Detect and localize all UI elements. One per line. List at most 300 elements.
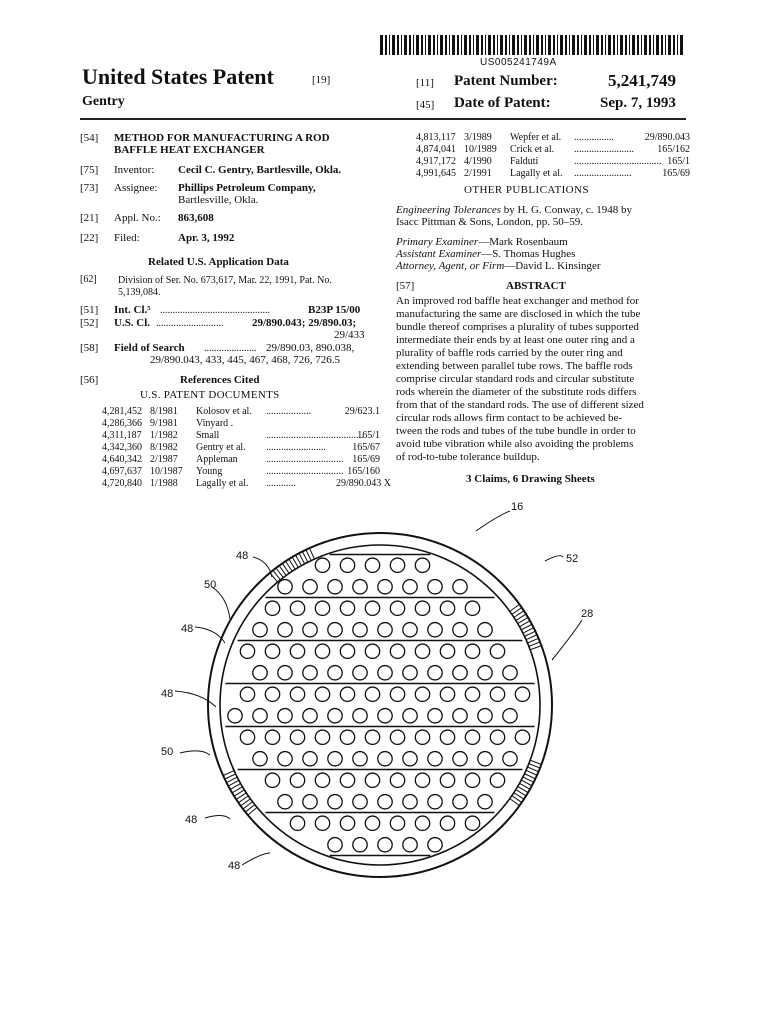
reference-dots: ............: [266, 478, 296, 489]
barcode-bar: [560, 35, 563, 55]
tube: [328, 795, 342, 809]
abstract-line: plurality of baffle rods carried by the outer ring and: [396, 347, 623, 359]
field-of-search-value-2: 29/890.043, 433, 445, 467, 468, 726, 726.5: [150, 354, 341, 366]
tube: [340, 687, 354, 701]
barcode-bar: [425, 35, 426, 55]
barcode-bar: [536, 35, 539, 55]
other-pub-title: Engineering Tolerances: [396, 204, 501, 216]
other-pubs-title: OTHER PUBLICATIONS: [464, 184, 589, 196]
tube: [403, 623, 417, 637]
reference-class: 29/623.1: [344, 406, 380, 417]
abstract-line: bundle thereof comprises a plurality of tubes supported: [396, 321, 639, 333]
tube: [378, 580, 392, 594]
reference-number: 4,697,637: [102, 466, 142, 477]
barcode-bar: [665, 35, 666, 55]
tube: [303, 752, 317, 766]
tube: [328, 666, 342, 680]
tube: [240, 644, 254, 658]
reference-row: [102, 418, 392, 430]
tube: [253, 623, 267, 637]
reference-number: 4,917,172: [416, 156, 456, 167]
tube: [365, 644, 379, 658]
tube: [315, 601, 329, 615]
tube: [465, 773, 479, 787]
patent-date: Sep. 7, 1993: [600, 95, 676, 111]
tube: [378, 795, 392, 809]
division-line-2: 5,139,084.: [118, 287, 161, 298]
tube: [340, 773, 354, 787]
barcode-bar: [545, 35, 546, 55]
barcode-bar: [644, 35, 647, 55]
barcode-bar: [608, 35, 611, 55]
patent-title-code: [19]: [312, 74, 331, 86]
reference-date: 10/1987: [150, 466, 183, 477]
barcode-bar: [392, 35, 395, 55]
f22-code: [22]: [80, 232, 99, 244]
f73-code: [73]: [80, 182, 99, 194]
tube: [278, 752, 292, 766]
barcode-bar: [473, 35, 474, 55]
tube: [403, 580, 417, 594]
attorney: [396, 260, 601, 273]
reference-row: [102, 478, 392, 490]
reference-class: 29/890.043: [644, 132, 690, 143]
tube: [428, 795, 442, 809]
barcode-bar: [593, 35, 594, 55]
tube: [253, 709, 267, 723]
date-code: [45]: [416, 99, 435, 111]
barcode-bar: [385, 35, 387, 55]
tube: [378, 709, 392, 723]
barcode-bar: [668, 35, 671, 55]
tube: [378, 838, 392, 852]
tube: [303, 623, 317, 637]
f58-code: [58]: [80, 342, 99, 354]
division-line-1: Division of Ser. No. 673,617, Mar. 22, 1991, Pat. No.: [118, 275, 332, 286]
reference-date: 10/1989: [464, 144, 497, 155]
tube: [415, 558, 429, 572]
reference-name: Small: [196, 430, 220, 441]
tube: [415, 644, 429, 658]
tube: [428, 623, 442, 637]
title-line-2: BAFFLE HEAT EXCHANGER: [114, 144, 265, 156]
tube: [353, 666, 367, 680]
barcode-bar: [613, 35, 615, 55]
tube: [503, 709, 517, 723]
inventor-surname: Gentry: [82, 94, 125, 109]
tube: [290, 644, 304, 658]
barcode-bar: [445, 35, 447, 55]
reference-date: 1/1982: [150, 430, 178, 441]
reference-name: Wepfer et al.: [510, 132, 562, 143]
label-48-bottom: 48: [228, 860, 241, 872]
tube: [428, 580, 442, 594]
reference-row: [416, 132, 706, 144]
tube: [353, 795, 367, 809]
tube: [315, 816, 329, 830]
leader-48-bottom: [242, 853, 270, 865]
hatch-lower-left: [223, 771, 234, 776]
label-48-left: 48: [161, 688, 174, 700]
tube: [265, 601, 279, 615]
label-28: 28: [581, 608, 594, 620]
barcode-bar: [469, 35, 471, 55]
tube: [503, 752, 517, 766]
tube: [515, 687, 529, 701]
barcode-bar: [461, 35, 462, 55]
tube: [490, 773, 504, 787]
right-column: [396, 126, 688, 496]
tube: [453, 580, 467, 594]
barcode-bar: [524, 35, 527, 55]
reference-name: Appleman: [196, 454, 238, 465]
barcode-bar: [533, 35, 534, 55]
abstract-line: of rod-to-tube tolerance buildup.: [396, 451, 540, 463]
reference-name: Young: [196, 466, 223, 477]
tube: [365, 773, 379, 787]
tube: [403, 666, 417, 680]
tube: [253, 752, 267, 766]
barcode-bar: [620, 35, 623, 55]
tube: [478, 752, 492, 766]
tube: [478, 623, 492, 637]
tube: [353, 580, 367, 594]
barcode-bar: [637, 35, 639, 55]
primary-examiner-label: Primary Examiner: [396, 236, 479, 248]
tube: [353, 709, 367, 723]
leader-52: [545, 556, 563, 561]
tube: [278, 623, 292, 637]
tube: [490, 687, 504, 701]
reference-number: 4,281,452: [102, 406, 142, 417]
reference-dots: ...............................: [266, 454, 344, 465]
barcode-bar: [457, 35, 459, 55]
reference-number: 4,311,187: [102, 430, 142, 441]
tube: [365, 601, 379, 615]
tube: [428, 838, 442, 852]
f56-code: [56]: [80, 374, 99, 386]
f75-code: [75]: [80, 164, 99, 176]
reference-dots: ...................................: [574, 156, 662, 167]
tube: [415, 730, 429, 744]
barcode-bar: [625, 35, 627, 55]
tube: [278, 709, 292, 723]
barcode-text: US005241749A: [480, 57, 557, 68]
tube: [515, 730, 529, 744]
us-refs-list: [102, 406, 391, 496]
reference-dots: ................: [574, 132, 614, 143]
barcode-bar: [680, 35, 683, 55]
barcode: [380, 35, 686, 55]
field-of-search-label: Field of Search: [114, 342, 185, 354]
reference-dots: ...............................: [266, 466, 344, 477]
tube: [390, 816, 404, 830]
patent-number: 5,241,749: [608, 71, 676, 90]
tube: [390, 644, 404, 658]
reference-dots: ........................: [574, 144, 634, 155]
tube: [228, 709, 242, 723]
field-of-search-value-1: 29/890.03, 890.038,: [266, 342, 355, 354]
reference-row: [416, 168, 706, 180]
reference-date: 9/1981: [150, 418, 178, 429]
reference-name: Gentry et al.: [196, 442, 246, 453]
abstract-line: An improved rod baffle heat exchanger and method for: [396, 295, 639, 307]
other-pub-rest: by H. G. Conway, c. 1948 by: [501, 204, 632, 216]
tube: [390, 687, 404, 701]
barcode-bar: [641, 35, 642, 55]
barcode-bar: [661, 35, 663, 55]
tube: [465, 816, 479, 830]
barcode-bar: [601, 35, 603, 55]
tube: [240, 687, 254, 701]
reference-class: 165/1: [667, 156, 690, 167]
tube: [340, 730, 354, 744]
tube: [440, 730, 454, 744]
tube: [278, 580, 292, 594]
claims-line: 3 Claims, 6 Drawing Sheets: [466, 473, 595, 485]
related-title: Related U.S. Application Data: [148, 256, 289, 268]
tube: [328, 838, 342, 852]
reference-date: 2/1991: [464, 168, 492, 179]
tube: [303, 580, 317, 594]
reference-number: 4,991,645: [416, 168, 456, 179]
reference-number: 4,640,342: [102, 454, 142, 465]
reference-row: [102, 442, 392, 454]
reference-date: 4/1990: [464, 156, 492, 167]
tube: [440, 687, 454, 701]
barcode-bar: [440, 35, 443, 55]
barcode-bar: [677, 35, 678, 55]
barcode-bar: [488, 35, 491, 55]
hatch-lower-right: [527, 767, 538, 772]
tube: [340, 558, 354, 572]
hatch-lower-right: [530, 760, 541, 764]
barcode-bar: [581, 35, 582, 55]
hatch-top-left: [309, 548, 314, 559]
filed-value: Apr. 3, 1992: [178, 232, 235, 244]
leader-16: [476, 511, 510, 531]
barcode-bar: [505, 35, 507, 55]
reference-row: [102, 406, 392, 418]
tube: [403, 752, 417, 766]
filed-label: Filed:: [114, 232, 140, 244]
left-column: [80, 126, 391, 496]
hatch-right: [526, 635, 537, 640]
reference-class: 165/69: [662, 168, 690, 179]
reference-name: Falduti: [510, 156, 539, 167]
f51-code: [51]: [80, 304, 99, 316]
assignee-value-1: Phillips Petroleum Company,: [178, 182, 316, 194]
barcode-bar: [512, 35, 515, 55]
abstract-line: rods wherein the diameter of the substitute rods differs: [396, 386, 637, 398]
tube: [303, 709, 317, 723]
barcode-bar: [449, 35, 450, 55]
barcode-bar: [481, 35, 483, 55]
appl-no-label: Appl. No.:: [114, 212, 161, 224]
barcode-bar: [500, 35, 503, 55]
title-line-1: METHOD FOR MANUFACTURING A ROD: [114, 132, 330, 144]
barcode-bar: [428, 35, 431, 55]
tube: [390, 773, 404, 787]
tube: [253, 666, 267, 680]
label-48-upper-left: 48: [181, 623, 194, 635]
barcode-bar: [565, 35, 567, 55]
tube: [403, 709, 417, 723]
barcode-bar: [497, 35, 498, 55]
tube: [328, 580, 342, 594]
barcode-graphic: [380, 35, 686, 55]
barcode-bar: [509, 35, 510, 55]
tube: [453, 709, 467, 723]
label-48-top: 48: [236, 550, 249, 562]
tube: [478, 709, 492, 723]
tube: [353, 752, 367, 766]
reference-row: [102, 454, 392, 466]
tube: [378, 666, 392, 680]
reference-name: Vinyard .: [196, 418, 234, 429]
barcode-bar: [589, 35, 591, 55]
label-50-left: 50: [161, 746, 174, 758]
label-16: 16: [511, 501, 524, 513]
tube: [265, 644, 279, 658]
reference-name: Lagally et al.: [510, 168, 563, 179]
leader-28: [552, 620, 582, 660]
tube: [290, 687, 304, 701]
barcode-bar: [529, 35, 531, 55]
tube: [240, 730, 254, 744]
tube: [490, 730, 504, 744]
primary-examiner-value: —Mark Rosenbaum: [478, 236, 568, 248]
us-cl-dots: ...........................: [156, 318, 224, 329]
reference-row: [102, 430, 392, 442]
barcode-bar: [397, 35, 399, 55]
reference-dots: .......................................: [266, 430, 364, 441]
assistant-examiner-value: —S. Thomas Hughes: [481, 248, 576, 260]
tube: [315, 730, 329, 744]
tube: [353, 838, 367, 852]
reference-name: Kolosov et al.: [196, 406, 252, 417]
tube: [278, 666, 292, 680]
tube: [390, 558, 404, 572]
barcode-bar: [673, 35, 675, 55]
tube: [340, 644, 354, 658]
inventor-value: Cecil C. Gentry, Bartlesville, Okla.: [178, 164, 342, 176]
tube: [440, 644, 454, 658]
assignee-label: Assignee:: [114, 182, 158, 194]
tube: [340, 601, 354, 615]
label-48-lower-left: 48: [185, 814, 198, 826]
barcode-bar: [617, 35, 618, 55]
tube: [290, 773, 304, 787]
reference-class: 165/162: [657, 144, 690, 155]
patent-number-label: Patent Number:: [454, 73, 558, 89]
reference-dots: ........................: [266, 442, 326, 453]
barcode-bar: [596, 35, 599, 55]
f57-code: [57]: [396, 280, 415, 292]
tube: [290, 601, 304, 615]
barcode-bar: [541, 35, 543, 55]
tube: [453, 752, 467, 766]
us-cl-value: 29/890.043; 29/890.03;: [252, 317, 357, 329]
reference-date: 1/1988: [150, 478, 178, 489]
reference-class: 165/69: [352, 454, 380, 465]
reference-date: 3/1989: [464, 132, 492, 143]
reference-number: 4,342,360: [102, 442, 142, 453]
tube: [353, 623, 367, 637]
barcode-bar: [421, 35, 423, 55]
leader-48-left: [175, 691, 216, 707]
int-cl-label: Int. Cl.⁵: [114, 304, 151, 316]
tube: [428, 752, 442, 766]
hatch-right: [527, 638, 538, 643]
reference-date: 2/1987: [150, 454, 178, 465]
tube: [453, 666, 467, 680]
int-cl-dots: ............................................: [160, 305, 270, 316]
tube: [365, 558, 379, 572]
reference-class: 29/890.043 X: [336, 478, 391, 489]
reference-number: 4,720,840: [102, 478, 142, 489]
rod-baffle-figure: [150, 495, 600, 895]
barcode-bar: [569, 35, 570, 55]
tube: [315, 558, 329, 572]
tube: [403, 795, 417, 809]
tube: [503, 666, 517, 680]
tube: [328, 709, 342, 723]
tube: [428, 666, 442, 680]
hatch-lower-right: [529, 764, 540, 768]
tube: [303, 795, 317, 809]
tube: [365, 730, 379, 744]
f54-code: [54]: [80, 132, 99, 144]
tube: [278, 795, 292, 809]
tube: [328, 623, 342, 637]
f62-code: [62]: [80, 274, 97, 285]
inner-ring: [220, 545, 540, 865]
tube: [440, 816, 454, 830]
tube: [440, 601, 454, 615]
barcode-bar: [521, 35, 522, 55]
tube: [315, 644, 329, 658]
barcode-bar: [389, 35, 390, 55]
abstract-line: extending between parallel tube rows. The baffle rods: [396, 360, 633, 372]
tube: [290, 816, 304, 830]
barcode-bar: [413, 35, 414, 55]
barcode-bar: [572, 35, 575, 55]
patent-number-code: [11]: [416, 77, 434, 89]
tube: [265, 773, 279, 787]
label-52: 52: [566, 553, 579, 565]
barcode-bar: [464, 35, 467, 55]
abstract-line: avoid tube vibration while also avoiding the problems: [396, 438, 634, 450]
us-cl-value-2: 29/433: [334, 329, 365, 341]
reference-class: 165/1: [357, 430, 380, 441]
abstract-line: from that of the standard rods. The use of different sized: [396, 399, 644, 411]
tube: [415, 773, 429, 787]
barcode-bar: [629, 35, 630, 55]
tube: [378, 623, 392, 637]
reference-date: 8/1981: [150, 406, 178, 417]
reference-row: [416, 144, 706, 156]
tube: [328, 752, 342, 766]
barcode-bar: [605, 35, 606, 55]
appl-no-value: 863,608: [178, 212, 214, 224]
patent-title: United States Patent: [82, 64, 274, 89]
f52-code: [52]: [80, 317, 99, 329]
reference-date: 8/1982: [150, 442, 178, 453]
reference-class: 165/67: [352, 442, 380, 453]
tube: [303, 666, 317, 680]
attorney-value: —David L. Kinsinger: [504, 260, 601, 272]
